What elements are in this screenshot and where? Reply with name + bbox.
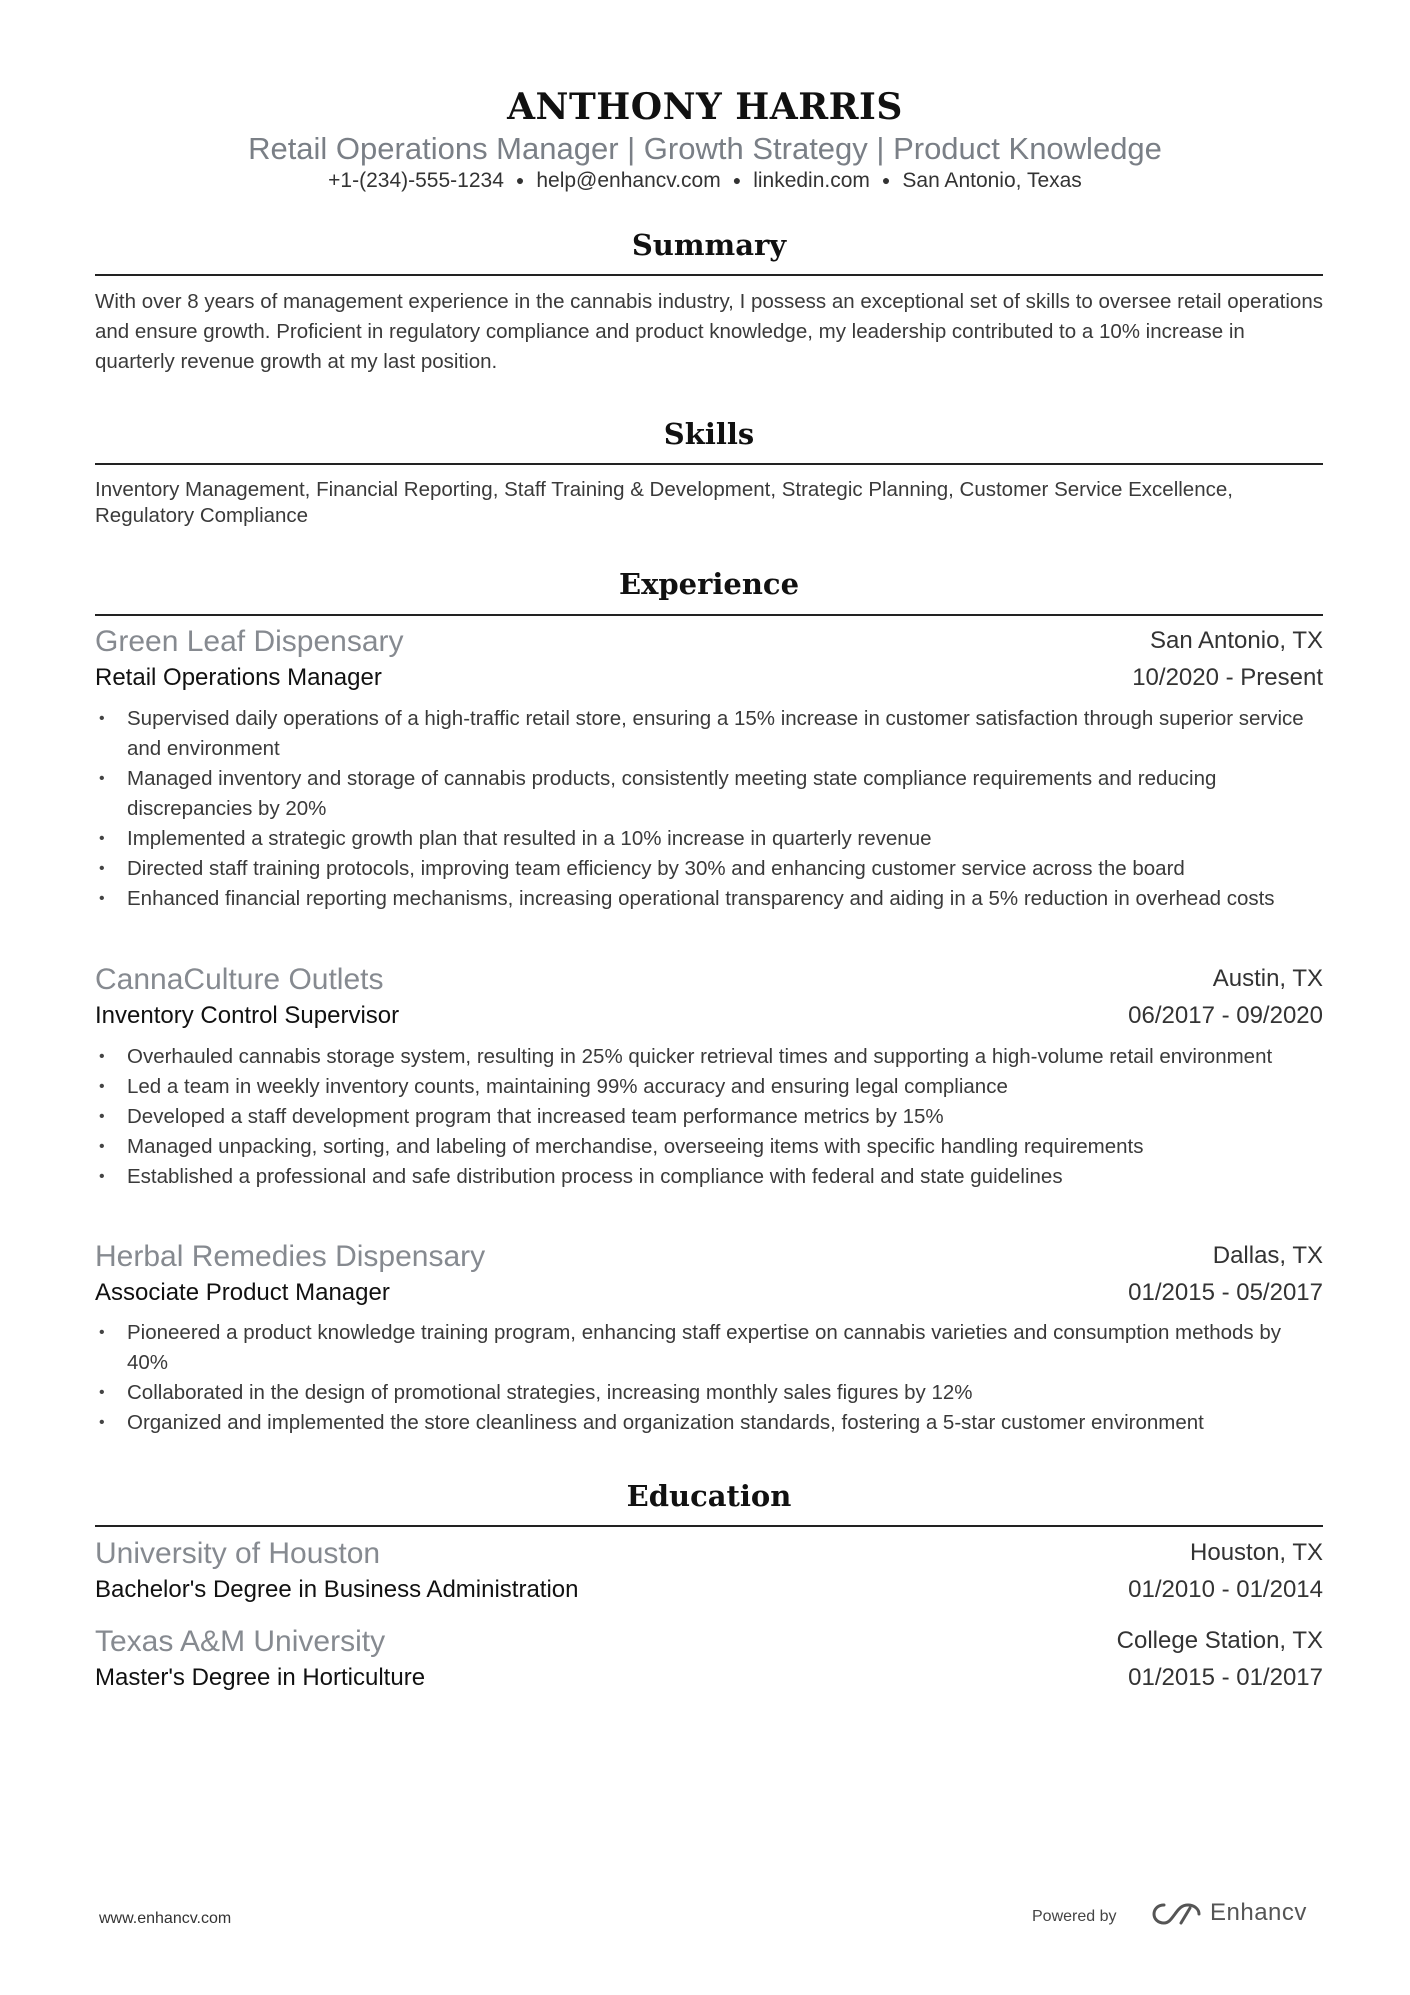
company-name: Green Leaf Dispensary: [95, 625, 404, 658]
contact-line: [0, 169, 1410, 193]
list-item: • Organized and implemented the store cleanliness and organization standards, fostering a 5-star customer environment: [95, 1408, 1323, 1438]
section-divider: [95, 274, 1323, 276]
list-item: • Pioneered a product knowledge training program, enhancing staff expertise on cannabis varieties and consumption methods by 40%: [95, 1318, 1323, 1378]
job-location: Austin, TX: [1212, 965, 1323, 992]
brand-name: Enhancv: [1210, 1899, 1307, 1926]
degree: Master's Degree in Horticulture: [95, 1664, 426, 1691]
skills-heading: Skills: [663, 417, 755, 451]
job-header: [95, 1240, 1323, 1274]
list-item: • Developed a staff development program that increased team performance metrics by 15%: [95, 1102, 1323, 1132]
job-header: [95, 963, 1323, 997]
job-role-row: [95, 1279, 1323, 1313]
job-dates: 01/2015 - 05/2017: [1128, 1279, 1323, 1306]
job-bullets: [95, 704, 1323, 914]
school-name: Texas A&M University: [95, 1625, 386, 1658]
section-divider: [95, 1525, 1323, 1527]
summary-text: With over 8 years of management experience in the cannabis industry, I possess an exceptional set of skills to oversee retail operations and ensure growth. Proficient in regulatory compliance and product knowledge, my leadership contributed to a 10% increase in quarterly revenue growth at my last position.: [95, 290, 1323, 373]
job-bullets: [95, 1042, 1323, 1192]
summary-heading: Summary: [631, 228, 787, 262]
school-location: College Station, TX: [1116, 1627, 1323, 1654]
powered-by-label: Powered by: [1032, 1908, 1117, 1925]
location: San Antonio, Texas: [902, 169, 1082, 192]
linkedin-link[interactable]: linkedin.com: [753, 169, 870, 192]
job-header: [95, 625, 1323, 659]
school-header: [95, 1625, 1323, 1659]
list-item: • Managed unpacking, sorting, and labeling of merchandise, overseeing items with specific handling requirements: [95, 1132, 1323, 1162]
school-location: Houston, TX: [1190, 1539, 1323, 1566]
degree-row: [95, 1664, 1323, 1698]
job-dates: 10/2020 - Present: [1132, 664, 1323, 691]
skills-text: Inventory Management, Financial Reporting, Staff Training & Development, Strategic Planning, Customer Service Excellence, Regulatory Compliance: [95, 478, 1233, 527]
list-item: • Established a professional and safe distribution process in compliance with federal and state guidelines: [95, 1162, 1323, 1192]
phone: +1-(234)-555-1234: [328, 169, 504, 192]
bullet-separator: ●: [732, 172, 742, 188]
bullet-separator: ●: [881, 172, 891, 188]
candidate-tagline: Retail Operations Manager | Growth Strategy | Product Knowledge: [248, 131, 1162, 166]
list-item: • Directed staff training protocols, improving team efficiency by 30% and enhancing customer service across the board: [95, 854, 1323, 884]
job-title: Inventory Control Supervisor: [95, 1002, 400, 1029]
job-bullets: [95, 1318, 1323, 1438]
candidate-name: ANTHONY HARRIS: [507, 86, 903, 128]
company-name: CannaCulture Outlets: [95, 963, 384, 996]
list-item: • Led a team in weekly inventory counts, maintaining 99% accuracy and ensuring legal compliance: [95, 1072, 1323, 1102]
list-item: • Enhanced financial reporting mechanisms, increasing operational transparency and aiding in a 5% reduction in overhead costs: [95, 884, 1323, 914]
job-role-row: [95, 664, 1323, 698]
list-item: • Overhauled cannabis storage system, resulting in 25% quicker retrieval times and supporting a high-volume retail environment: [95, 1042, 1323, 1072]
job-dates: 06/2017 - 09/2020: [1128, 1002, 1323, 1029]
school-dates: 01/2010 - 01/2014: [1128, 1576, 1323, 1603]
bullet-separator: ●: [515, 172, 525, 188]
job-location: Dallas, TX: [1212, 1242, 1323, 1269]
school-name: University of Houston: [95, 1537, 381, 1570]
job-role-row: [95, 1002, 1323, 1036]
degree-row: [95, 1576, 1323, 1610]
education-heading: Education: [626, 1479, 792, 1513]
section-divider: [95, 463, 1323, 465]
list-item: • Managed inventory and storage of cannabis products, consistently meeting state compliance requirements and reducing discrepancies by 20%: [95, 764, 1323, 824]
job-location: San Antonio, TX: [1149, 627, 1323, 654]
experience-heading: Experience: [618, 567, 800, 601]
list-item: • Implemented a strategic growth plan that resulted in a 10% increase in quarterly revenue: [95, 824, 1323, 854]
degree: Bachelor's Degree in Business Administration: [95, 1576, 579, 1603]
school-header: [95, 1537, 1323, 1571]
section-divider: [95, 614, 1323, 616]
enhancv-logo-icon: [1152, 1901, 1202, 1927]
email-link[interactable]: help@enhancv.com: [536, 169, 721, 192]
company-name: Herbal Remedies Dispensary: [95, 1240, 486, 1273]
school-dates: 01/2015 - 01/2017: [1128, 1664, 1323, 1691]
job-title: Associate Product Manager: [95, 1279, 390, 1306]
enhancv-logo[interactable]: [1152, 1899, 1312, 1929]
list-item: • Supervised daily operations of a high-traffic retail store, ensuring a 15% increase in customer satisfaction through superior service and environment: [95, 704, 1323, 764]
footer-url[interactable]: www.enhancv.com: [99, 1910, 232, 1927]
list-item: • Collaborated in the design of promotional strategies, increasing monthly sales figures by 12%: [95, 1378, 1323, 1408]
job-title: Retail Operations Manager: [95, 664, 382, 691]
